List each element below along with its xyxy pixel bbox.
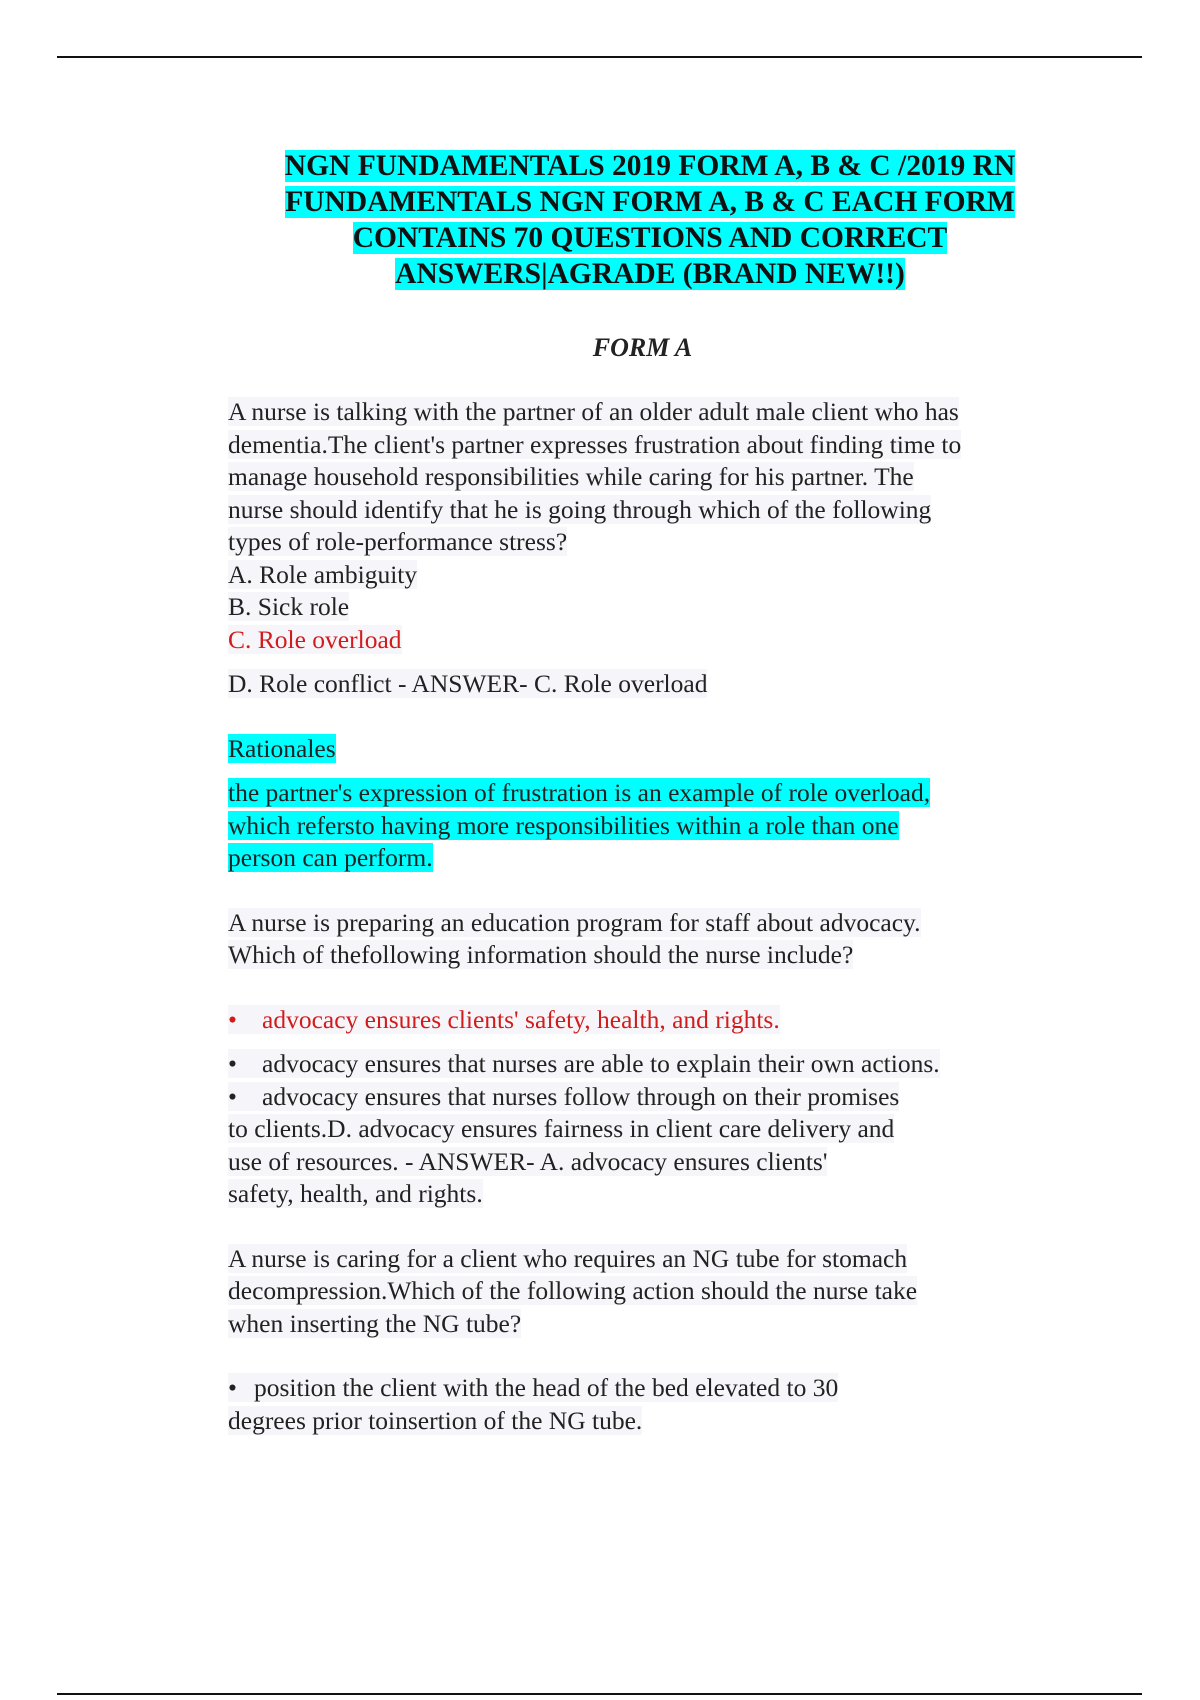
stem-line: types of role-performance stress? xyxy=(228,527,568,556)
rationale-heading xyxy=(228,733,1088,766)
stem-line: nurse should identify that he is going through which of the following xyxy=(228,494,932,524)
option-text: degrees prior toinsertion of the NG tube. xyxy=(228,1405,643,1435)
bullet-icon: • xyxy=(228,1049,237,1078)
title-line: ANSWERS|AGRADE (BRAND NEW!!) xyxy=(395,258,905,290)
question-2-option-correct xyxy=(228,1004,1088,1037)
stem-line: A nurse is talking with the partner of an older adult male client who has xyxy=(228,397,959,426)
stem-line: manage household responsibilities while caring for his partner. The xyxy=(228,462,914,491)
rationale-heading-text: Rationales xyxy=(228,733,336,763)
top-rule xyxy=(57,56,1142,58)
option-a: A. Role ambiguity xyxy=(228,559,418,589)
bullet-icon: • xyxy=(228,1004,237,1034)
rationale-line: person can perform. xyxy=(228,843,433,872)
document-title xyxy=(240,148,1060,292)
option-d-with-answer xyxy=(228,668,1088,701)
rationale-line: which refersto having more responsibilities within a role than one xyxy=(228,810,899,840)
title-line: FUNDAMENTALS NGN FORM A, B & C EACH FORM xyxy=(285,186,1015,218)
question-2-options xyxy=(228,1048,1088,1211)
bottom-rule xyxy=(57,1693,1142,1695)
option-c-correct: C. Role overload xyxy=(228,624,402,654)
option-text: advocacy ensures that nurses follow through on their promises xyxy=(262,1081,900,1111)
rationale-line: the partner's expression of frustration is an example of role overload, xyxy=(228,778,931,807)
title-line: NGN FUNDAMENTALS 2019 FORM A, B & C /2019 RN xyxy=(284,150,1016,182)
option-text: use of resources. - ANSWER- A. advocacy ensures clients' xyxy=(228,1146,828,1176)
form-label: FORM A xyxy=(592,333,693,362)
question-3-stem xyxy=(228,1243,1088,1341)
option-b: B. Sick role xyxy=(228,592,350,621)
title-line: CONTAINS 70 QUESTIONS AND CORRECT xyxy=(352,222,948,254)
bullet-icon: • xyxy=(228,1081,237,1111)
stem-line: Which of thefollowing information should the nurse include? xyxy=(228,940,854,969)
question-3-option xyxy=(228,1372,1088,1437)
question-1-stem xyxy=(228,396,1088,656)
option-text: safety, health, and rights. xyxy=(228,1179,483,1208)
stem-line: dementia.The client's partner expresses frustration about finding time to xyxy=(228,429,962,459)
stem-line: A nurse is preparing an education program for staff about advocacy. xyxy=(228,907,921,937)
stem-line: when inserting the NG tube? xyxy=(228,1308,522,1338)
stem-line: decompression.Which of the following action should the nurse take xyxy=(228,1276,918,1305)
question-2-stem xyxy=(228,907,1088,972)
bullet-icon: • xyxy=(228,1373,237,1402)
option-text: position the client with the head of the bed elevated to 30 xyxy=(254,1373,839,1402)
option-text: advocacy ensures that nurses are able to explain their own actions. xyxy=(262,1049,940,1078)
option-text: advocacy ensures clients' safety, health, and rights. xyxy=(262,1004,780,1034)
answer-line: D. Role conflict - ANSWER- C. Role overload xyxy=(228,669,708,698)
stem-line: A nurse is caring for a client who requires an NG tube for stomach xyxy=(228,1243,908,1273)
document-body xyxy=(228,396,1088,1437)
rationale-text xyxy=(228,777,1088,875)
option-text: to clients.D. advocacy ensures fairness in client care delivery and xyxy=(228,1114,895,1143)
